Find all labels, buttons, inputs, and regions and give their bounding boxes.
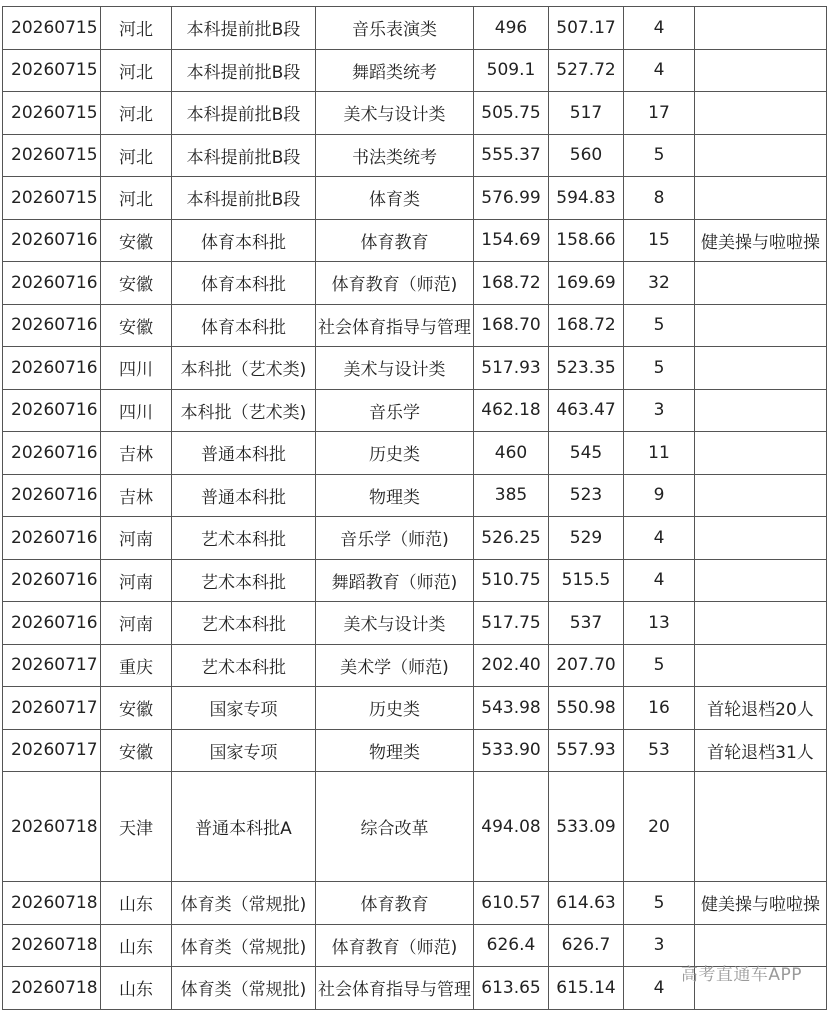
cell-date: 20260718 [3,967,101,1010]
cell-note [695,262,827,305]
cell-batch: 本科提前批B段 [172,92,316,135]
cell-note: 首轮退档20人 [695,687,827,730]
admission-table [2,6,827,1010]
cell-province: 山东 [101,967,172,1010]
table-row [3,347,827,390]
cell-major: 社会体育指导与管理 [316,967,474,1010]
cell-count: 8 [624,177,695,220]
cell-province: 四川 [101,347,172,390]
table-row [3,687,827,730]
cell-max: 614.63 [549,882,624,925]
cell-major: 舞蹈类统考 [316,49,474,92]
table-row [3,134,827,177]
cell-date: 20260715 [3,49,101,92]
cell-major: 历史类 [316,687,474,730]
cell-date: 20260716 [3,347,101,390]
cell-note [695,432,827,475]
cell-count: 20 [624,772,695,882]
cell-note [695,92,827,135]
cell-max: 527.72 [549,49,624,92]
cell-note [695,389,827,432]
cell-min: 202.40 [474,644,549,687]
cell-date: 20260715 [3,92,101,135]
cell-min: 613.65 [474,967,549,1010]
cell-province: 河南 [101,517,172,560]
cell-batch: 艺术本科批 [172,602,316,645]
cell-count: 15 [624,219,695,262]
cell-max: 594.83 [549,177,624,220]
cell-max: 545 [549,432,624,475]
cell-date: 20260715 [3,177,101,220]
cell-count: 5 [624,304,695,347]
table-body [3,7,827,1010]
cell-province: 安徽 [101,219,172,262]
cell-count: 4 [624,49,695,92]
cell-min: 496 [474,7,549,50]
cell-province: 河北 [101,134,172,177]
table-row [3,644,827,687]
cell-date: 20260718 [3,882,101,925]
table-row [3,432,827,475]
cell-max: 517 [549,92,624,135]
cell-batch: 艺术本科批 [172,644,316,687]
cell-batch: 体育本科批 [172,262,316,305]
cell-note: 健美操与啦啦操 [695,219,827,262]
cell-province: 河南 [101,602,172,645]
cell-major: 美术学（师范) [316,644,474,687]
cell-major: 物理类 [316,729,474,772]
cell-major: 历史类 [316,432,474,475]
table-row [3,729,827,772]
cell-note [695,304,827,347]
cell-major: 体育类 [316,177,474,220]
table-row [3,7,827,50]
cell-batch: 本科提前批B段 [172,7,316,50]
table-row [3,219,827,262]
cell-date: 20260716 [3,219,101,262]
cell-major: 体育教育 [316,882,474,925]
cell-major: 美术与设计类 [316,602,474,645]
cell-min: 533.90 [474,729,549,772]
cell-note: 首轮退档31人 [695,729,827,772]
cell-batch: 普通本科批 [172,432,316,475]
table-row [3,262,827,305]
cell-note [695,7,827,50]
cell-province: 河北 [101,92,172,135]
cell-max: 533.09 [549,772,624,882]
cell-count: 4 [624,967,695,1010]
cell-count: 16 [624,687,695,730]
cell-max: 158.66 [549,219,624,262]
cell-batch: 国家专项 [172,687,316,730]
cell-max: 515.5 [549,559,624,602]
cell-max: 529 [549,517,624,560]
cell-min: 526.25 [474,517,549,560]
cell-max: 557.93 [549,729,624,772]
cell-min: 626.4 [474,924,549,967]
cell-max: 463.47 [549,389,624,432]
cell-count: 5 [624,134,695,177]
cell-major: 物理类 [316,474,474,517]
cell-batch: 体育类（常规批) [172,967,316,1010]
cell-min: 168.70 [474,304,549,347]
cell-province: 吉林 [101,432,172,475]
cell-min: 517.93 [474,347,549,390]
cell-min: 610.57 [474,882,549,925]
cell-max: 560 [549,134,624,177]
cell-note [695,772,827,882]
cell-min: 510.75 [474,559,549,602]
cell-min: 555.37 [474,134,549,177]
cell-batch: 体育本科批 [172,219,316,262]
cell-count: 3 [624,924,695,967]
cell-province: 重庆 [101,644,172,687]
cell-major: 书法类统考 [316,134,474,177]
cell-province: 吉林 [101,474,172,517]
cell-count: 53 [624,729,695,772]
cell-date: 20260715 [3,134,101,177]
table-row [3,517,827,560]
cell-province: 河北 [101,7,172,50]
cell-date: 20260716 [3,262,101,305]
cell-max: 207.70 [549,644,624,687]
table-row [3,772,827,882]
cell-batch: 普通本科批A [172,772,316,882]
cell-count: 32 [624,262,695,305]
cell-min: 460 [474,432,549,475]
cell-note [695,49,827,92]
cell-min: 576.99 [474,177,549,220]
cell-major: 体育教育（师范) [316,924,474,967]
cell-max: 523.35 [549,347,624,390]
cell-province: 安徽 [101,687,172,730]
cell-count: 5 [624,347,695,390]
cell-province: 山东 [101,924,172,967]
cell-province: 河南 [101,559,172,602]
cell-date: 20260716 [3,474,101,517]
cell-batch: 体育类（常规批) [172,924,316,967]
cell-note [695,347,827,390]
cell-batch: 本科提前批B段 [172,49,316,92]
cell-province: 河北 [101,177,172,220]
cell-batch: 体育本科批 [172,304,316,347]
table-row [3,177,827,220]
cell-major: 舞蹈教育（师范) [316,559,474,602]
table-row [3,474,827,517]
cell-min: 517.75 [474,602,549,645]
cell-date: 20260718 [3,772,101,882]
cell-max: 169.69 [549,262,624,305]
cell-max: 523 [549,474,624,517]
cell-count: 4 [624,7,695,50]
cell-batch: 艺术本科批 [172,517,316,560]
cell-date: 20260717 [3,687,101,730]
cell-date: 20260716 [3,517,101,560]
cell-count: 4 [624,559,695,602]
cell-count: 17 [624,92,695,135]
cell-major: 美术与设计类 [316,92,474,135]
cell-note [695,644,827,687]
cell-note [695,559,827,602]
cell-batch: 体育类（常规批) [172,882,316,925]
cell-batch: 本科批（艺术类) [172,347,316,390]
cell-date: 20260718 [3,924,101,967]
table-row [3,49,827,92]
cell-major: 综合改革 [316,772,474,882]
cell-province: 天津 [101,772,172,882]
cell-province: 安徽 [101,729,172,772]
cell-count: 11 [624,432,695,475]
cell-batch: 国家专项 [172,729,316,772]
cell-count: 4 [624,517,695,560]
cell-major: 社会体育指导与管理 [316,304,474,347]
cell-date: 20260716 [3,432,101,475]
cell-note [695,474,827,517]
cell-date: 20260716 [3,602,101,645]
cell-max: 168.72 [549,304,624,347]
cell-date: 20260717 [3,644,101,687]
cell-note [695,177,827,220]
cell-max: 615.14 [549,967,624,1010]
cell-province: 山东 [101,882,172,925]
cell-min: 462.18 [474,389,549,432]
cell-note [695,602,827,645]
cell-min: 509.1 [474,49,549,92]
cell-batch: 艺术本科批 [172,559,316,602]
cell-batch: 普通本科批 [172,474,316,517]
cell-major: 美术与设计类 [316,347,474,390]
cell-min: 385 [474,474,549,517]
cell-min: 494.08 [474,772,549,882]
cell-count: 9 [624,474,695,517]
cell-date: 20260716 [3,389,101,432]
cell-date: 20260717 [3,729,101,772]
table-row [3,559,827,602]
cell-major: 体育教育 [316,219,474,262]
table-row [3,304,827,347]
cell-date: 20260716 [3,559,101,602]
cell-count: 5 [624,644,695,687]
watermark: 高考直通车APP [680,965,802,985]
table-row [3,389,827,432]
cell-note [695,517,827,560]
table-row [3,602,827,645]
cell-note [695,134,827,177]
cell-major: 音乐表演类 [316,7,474,50]
cell-province: 安徽 [101,304,172,347]
cell-major: 音乐学（师范) [316,517,474,560]
cell-major: 体育教育（师范) [316,262,474,305]
cell-min: 154.69 [474,219,549,262]
cell-province: 河北 [101,49,172,92]
cell-date: 20260716 [3,304,101,347]
cell-min: 543.98 [474,687,549,730]
cell-count: 13 [624,602,695,645]
cell-min: 505.75 [474,92,549,135]
cell-date: 20260715 [3,7,101,50]
cell-province: 安徽 [101,262,172,305]
cell-max: 507.17 [549,7,624,50]
table-row [3,882,827,925]
cell-max: 537 [549,602,624,645]
cell-batch: 本科提前批B段 [172,177,316,220]
cell-province: 四川 [101,389,172,432]
cell-batch: 本科提前批B段 [172,134,316,177]
cell-min: 168.72 [474,262,549,305]
cell-note: 健美操与啦啦操 [695,882,827,925]
cell-max: 626.7 [549,924,624,967]
table-row [3,92,827,135]
cell-major: 音乐学 [316,389,474,432]
cell-count: 5 [624,882,695,925]
cell-max: 550.98 [549,687,624,730]
cell-batch: 本科批（艺术类) [172,389,316,432]
cell-count: 3 [624,389,695,432]
